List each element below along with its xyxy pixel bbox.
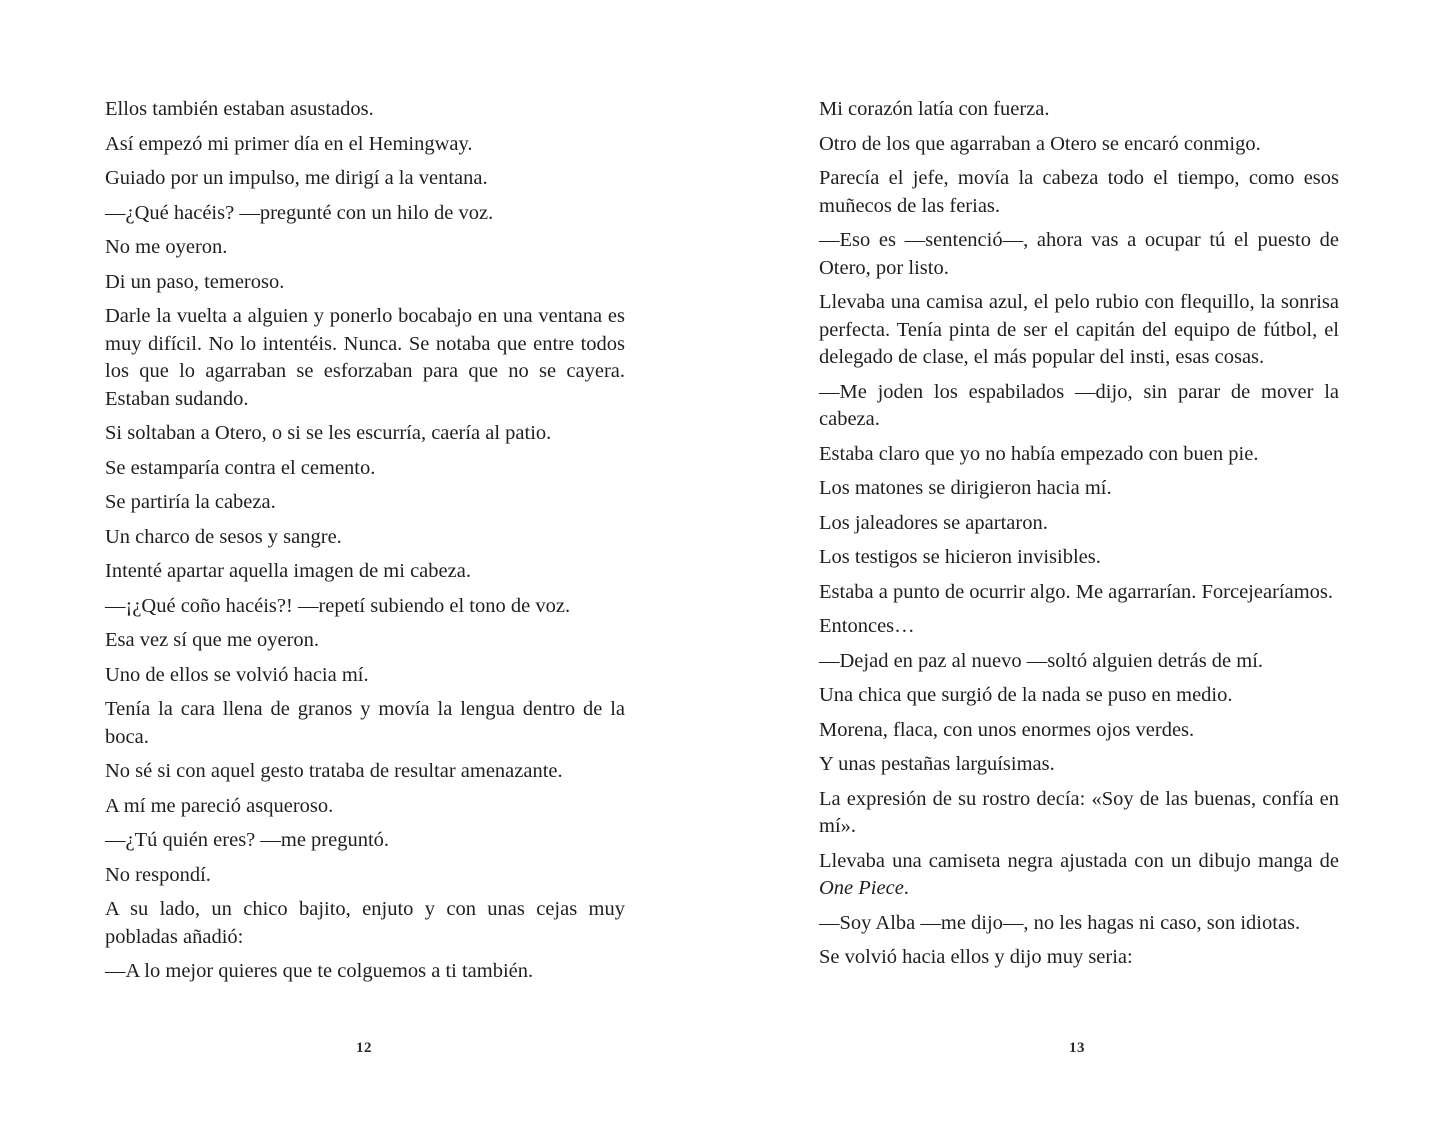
paragraph: [819, 848, 1339, 903]
paragraph: A su lado, un chico bajito, enjuto y con unas cejas muy pobladas añadió:: [105, 898, 625, 948]
paragraph: Otro de los que agarraban a Otero se encaró conmigo.: [819, 132, 1261, 155]
punctuation: .: [903, 877, 909, 899]
paragraph: La expresión de su rostro decía: «Soy de las buenas, confía en mí».: [819, 787, 1339, 837]
paragraph: Tenía la cara llena de granos y movía la lengua dentro de la boca.: [105, 698, 625, 748]
paragraph: Entonces…: [819, 615, 915, 637]
paragraph: Di un paso, temeroso.: [105, 270, 285, 293]
paragraph: —Eso es —sentenció—, ahora vas a ocupar tú el puesto de Otero, por listo.: [819, 229, 1339, 279]
paragraph-text: Llevaba una camiseta negra ajustada con un dibujo manga de: [819, 849, 1339, 872]
page-number-right: 13: [1069, 1040, 1085, 1056]
paragraph: Guiado por un impulso, me dirigí a la ventana.: [105, 167, 488, 189]
paragraph: Y unas pestañas larguísimas.: [819, 753, 1055, 775]
paragraph: Se estamparía contra el cemento.: [105, 456, 376, 479]
paragraph: Así empezó mi primer día en el Hemingway.: [105, 132, 473, 155]
paragraph: Los matones se dirigieron hacia mí.: [819, 477, 1112, 499]
paragraph: —Dejad en paz al nuevo —soltó alguien detrás de mí.: [819, 649, 1264, 672]
paragraph: Los testigos se hicieron invisibles.: [819, 546, 1101, 568]
paragraph: No sé si con aquel gesto trataba de resultar amenazante.: [105, 760, 563, 782]
paragraph: Intenté apartar aquella imagen de mi cabeza.: [105, 560, 471, 582]
paragraph: Una chica que surgió de la nada se puso en medio.: [819, 684, 1233, 706]
paragraph: —¿Qué hacéis? —pregunté con un hilo de voz.: [105, 201, 494, 224]
paragraph: Los jaleadores se apartaron.: [819, 511, 1048, 534]
paragraph: A mí me pareció asqueroso.: [105, 794, 334, 817]
paragraph: Morena, flaca, con unos enormes ojos verdes.: [819, 718, 1195, 741]
paragraph: Uno de ellos se volvió hacia mí.: [105, 663, 369, 686]
paragraph: Mi corazón latía con fuerza.: [819, 98, 1050, 120]
paragraph: Estaba claro que yo no había empezado con buen pie.: [819, 442, 1259, 465]
paragraph: Se volvió hacia ellos y dijo muy seria:: [819, 946, 1133, 968]
paragraph: Darle la vuelta a alguien y ponerlo bocabajo en una ventana es muy difícil. No lo intentéis. Nunca. Se notaba que entre todos los que lo agarraban se esforzaban para que no se cayera. Estaban sudando.: [105, 305, 625, 410]
paragraph: —A lo mejor quieres que te colguemos a ti también.: [105, 960, 534, 982]
paragraph: —Soy Alba —me dijo—, no les hagas ni caso, son idiotas.: [819, 911, 1301, 934]
paragraph: No me oyeron.: [105, 236, 228, 258]
paragraph: Parecía el jefe, movía la cabeza todo el tiempo, como esos muñecos de las ferias.: [819, 167, 1339, 217]
right-page-text: [819, 96, 1339, 979]
paragraph: Ellos también estaban asustados.: [105, 98, 374, 120]
paragraph: —Me joden los espabilados —dijo, sin parar de mover la cabeza.: [819, 380, 1339, 430]
paragraph: Esa vez sí que me oyeron.: [105, 629, 320, 651]
left-page-text: [105, 96, 625, 993]
paragraph: No respondí.: [105, 863, 211, 886]
paragraph: —¡¿Qué coño hacéis?! —repetí subiendo el tono de voz.: [105, 594, 571, 617]
paragraph: —¿Tú quién eres? —me preguntó.: [105, 829, 390, 851]
paragraph: Si soltaban a Otero, o si se les escurría, caería al patio.: [105, 422, 552, 444]
paragraph: Estaba a punto de ocurrir algo. Me agarrarían. Forcejearíamos.: [819, 580, 1333, 603]
page-number-left: 12: [356, 1040, 372, 1056]
book-title: One Piece: [819, 877, 904, 899]
paragraph: Llevaba una camisa azul, el pelo rubio con flequillo, la sonrisa perfecta. Tenía pinta de ser el capitán del equipo de fútbol, el delegado de clase, el más popular del insti, esas cosas.: [819, 291, 1339, 368]
paragraph: Un charco de sesos y sangre.: [105, 525, 342, 548]
paragraph: Se partiría la cabeza.: [105, 491, 276, 513]
